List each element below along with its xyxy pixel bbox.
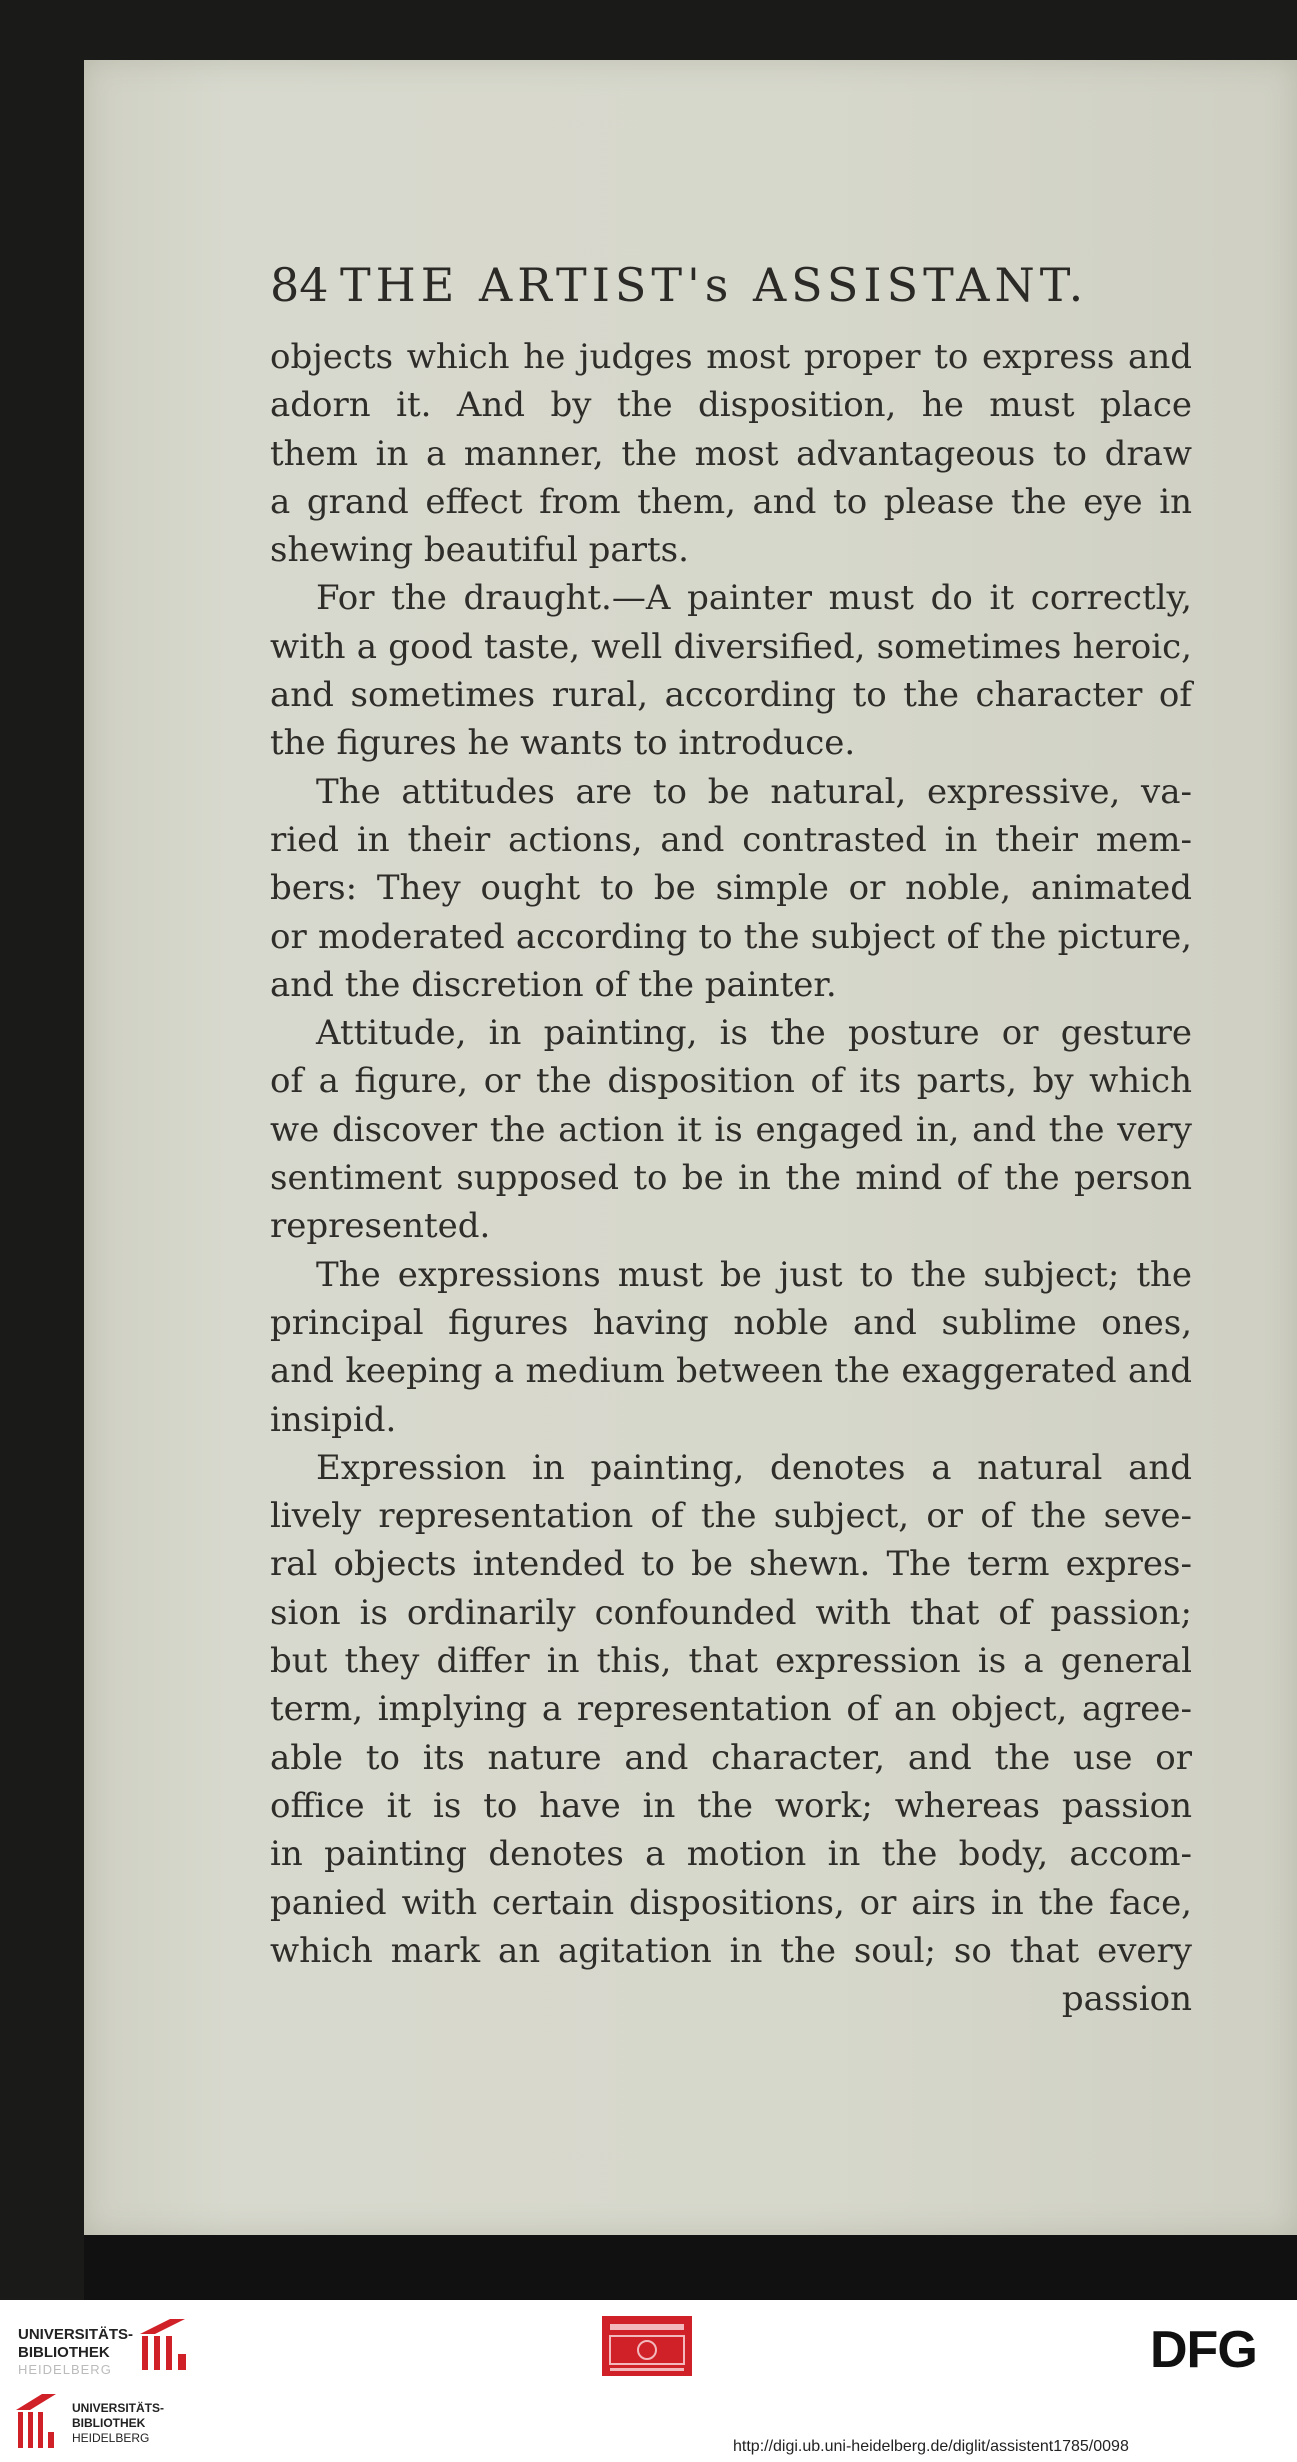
text-line: ral objects intended to be shewn. The term expres- [270,1544,1192,1585]
text-line: ried in their actions, and contrasted in their mem- [270,819,1192,860]
text-line: shewing beautiful parts. [270,530,689,571]
text-line: able to its nature and character, and the use or [270,1737,1192,1778]
text-line: or moderated according to the subject of the picture, [270,916,1192,957]
text-line: principal figures having noble and sublime ones, [270,1302,1192,1343]
permalink-url[interactable]: http://digi.ub.uni-heidelberg.de/diglit/assistent1785/0098 [733,2438,1129,2455]
library-logo-bottom[interactable] [12,2388,212,2458]
text-line: which mark an agitation in the soul; so that every [270,1930,1192,1971]
library-name-line3: HEIDELBERG [18,2362,112,2377]
library-name-line1: UNIVERSITÄTS- [18,2326,134,2343]
text-line: insipid. [270,1399,397,1440]
text-line: bers: They ought to be simple or noble, animated [270,868,1192,909]
text-line: For the draught.—A painter must do it correctly, [316,578,1192,619]
text-line: of a figure, or the disposition of its parts, by which [270,1061,1192,1102]
library-emblem-icon [130,2314,200,2374]
text-line: adorn it. And by the disposition, he must place [270,385,1192,426]
library-name-small [72,2401,164,2446]
text-line: sion is ordinarily confounded with that of passion; [270,1592,1192,1633]
running-title: THE ARTIST's ASSISTANT. [340,258,1089,312]
text-line: Expression in painting, denotes a natural and [316,1447,1192,1488]
text-line: the figures he wants to introduce. [270,723,856,764]
page-body-text [270,333,1192,2023]
catchword: passion [1061,1979,1192,2020]
text-line: and the discretion of the painter. [270,964,837,1005]
page-bottom-edge [84,2235,1297,2300]
library-small-line3: HEIDELBERG [72,2431,150,2445]
text-line: panied with certain dispositions, or airs in the face, [270,1882,1192,1923]
page-number: 84 [270,258,329,312]
text-line: office it is to have in the work; whereas passion [270,1785,1192,1826]
text-line: lively representation of the subject, or of the seve- [270,1496,1192,1537]
running-header [270,258,1170,328]
library-small-line2: BIBLIOTHEK [72,2416,146,2430]
text-line: term, implying a representation of an object, agree- [270,1689,1192,1730]
text-line: in painting denotes a motion in the body, accom- [270,1834,1192,1875]
library-small-line1: UNIVERSITÄTS- [72,2401,165,2415]
library-name-line2: BIBLIOTHEK [18,2344,110,2361]
text-line: Attitude, in painting, is the posture or gesture [316,1013,1192,1054]
digital-collection-seal-icon[interactable] [602,2316,692,2376]
text-line: represented. [270,1206,491,1247]
text-line: objects which he judges most proper to express and [270,337,1192,377]
library-emblem-icon [12,2388,64,2454]
library-logo-top[interactable] [18,2314,218,2377]
text-line: them in a manner, the most advantageous to draw [270,433,1192,474]
text-line: and sometimes rural, according to the character of [270,675,1192,716]
text-line: a grand effect from them, and to please the eye in [270,481,1192,522]
text-line: and keeping a medium between the exaggerated and [270,1351,1192,1392]
dfg-logo[interactable]: DFG [1150,2321,1257,2379]
text-line: sentiment supposed to be in the mind of the person [270,1158,1192,1199]
text-line: with a good taste, well diversified, sometimes heroic, [270,626,1192,667]
text-line: The expressions must be just to the subject; the [316,1254,1192,1295]
footer-bar [0,2300,1297,2462]
library-name [18,2326,133,2362]
text-line: we discover the action it is engaged in, and the very [270,1109,1192,1150]
text-line: but they differ in this, that expression is a general [270,1641,1192,1682]
text-line: The attitudes are to be natural, expressive, va- [316,771,1192,812]
